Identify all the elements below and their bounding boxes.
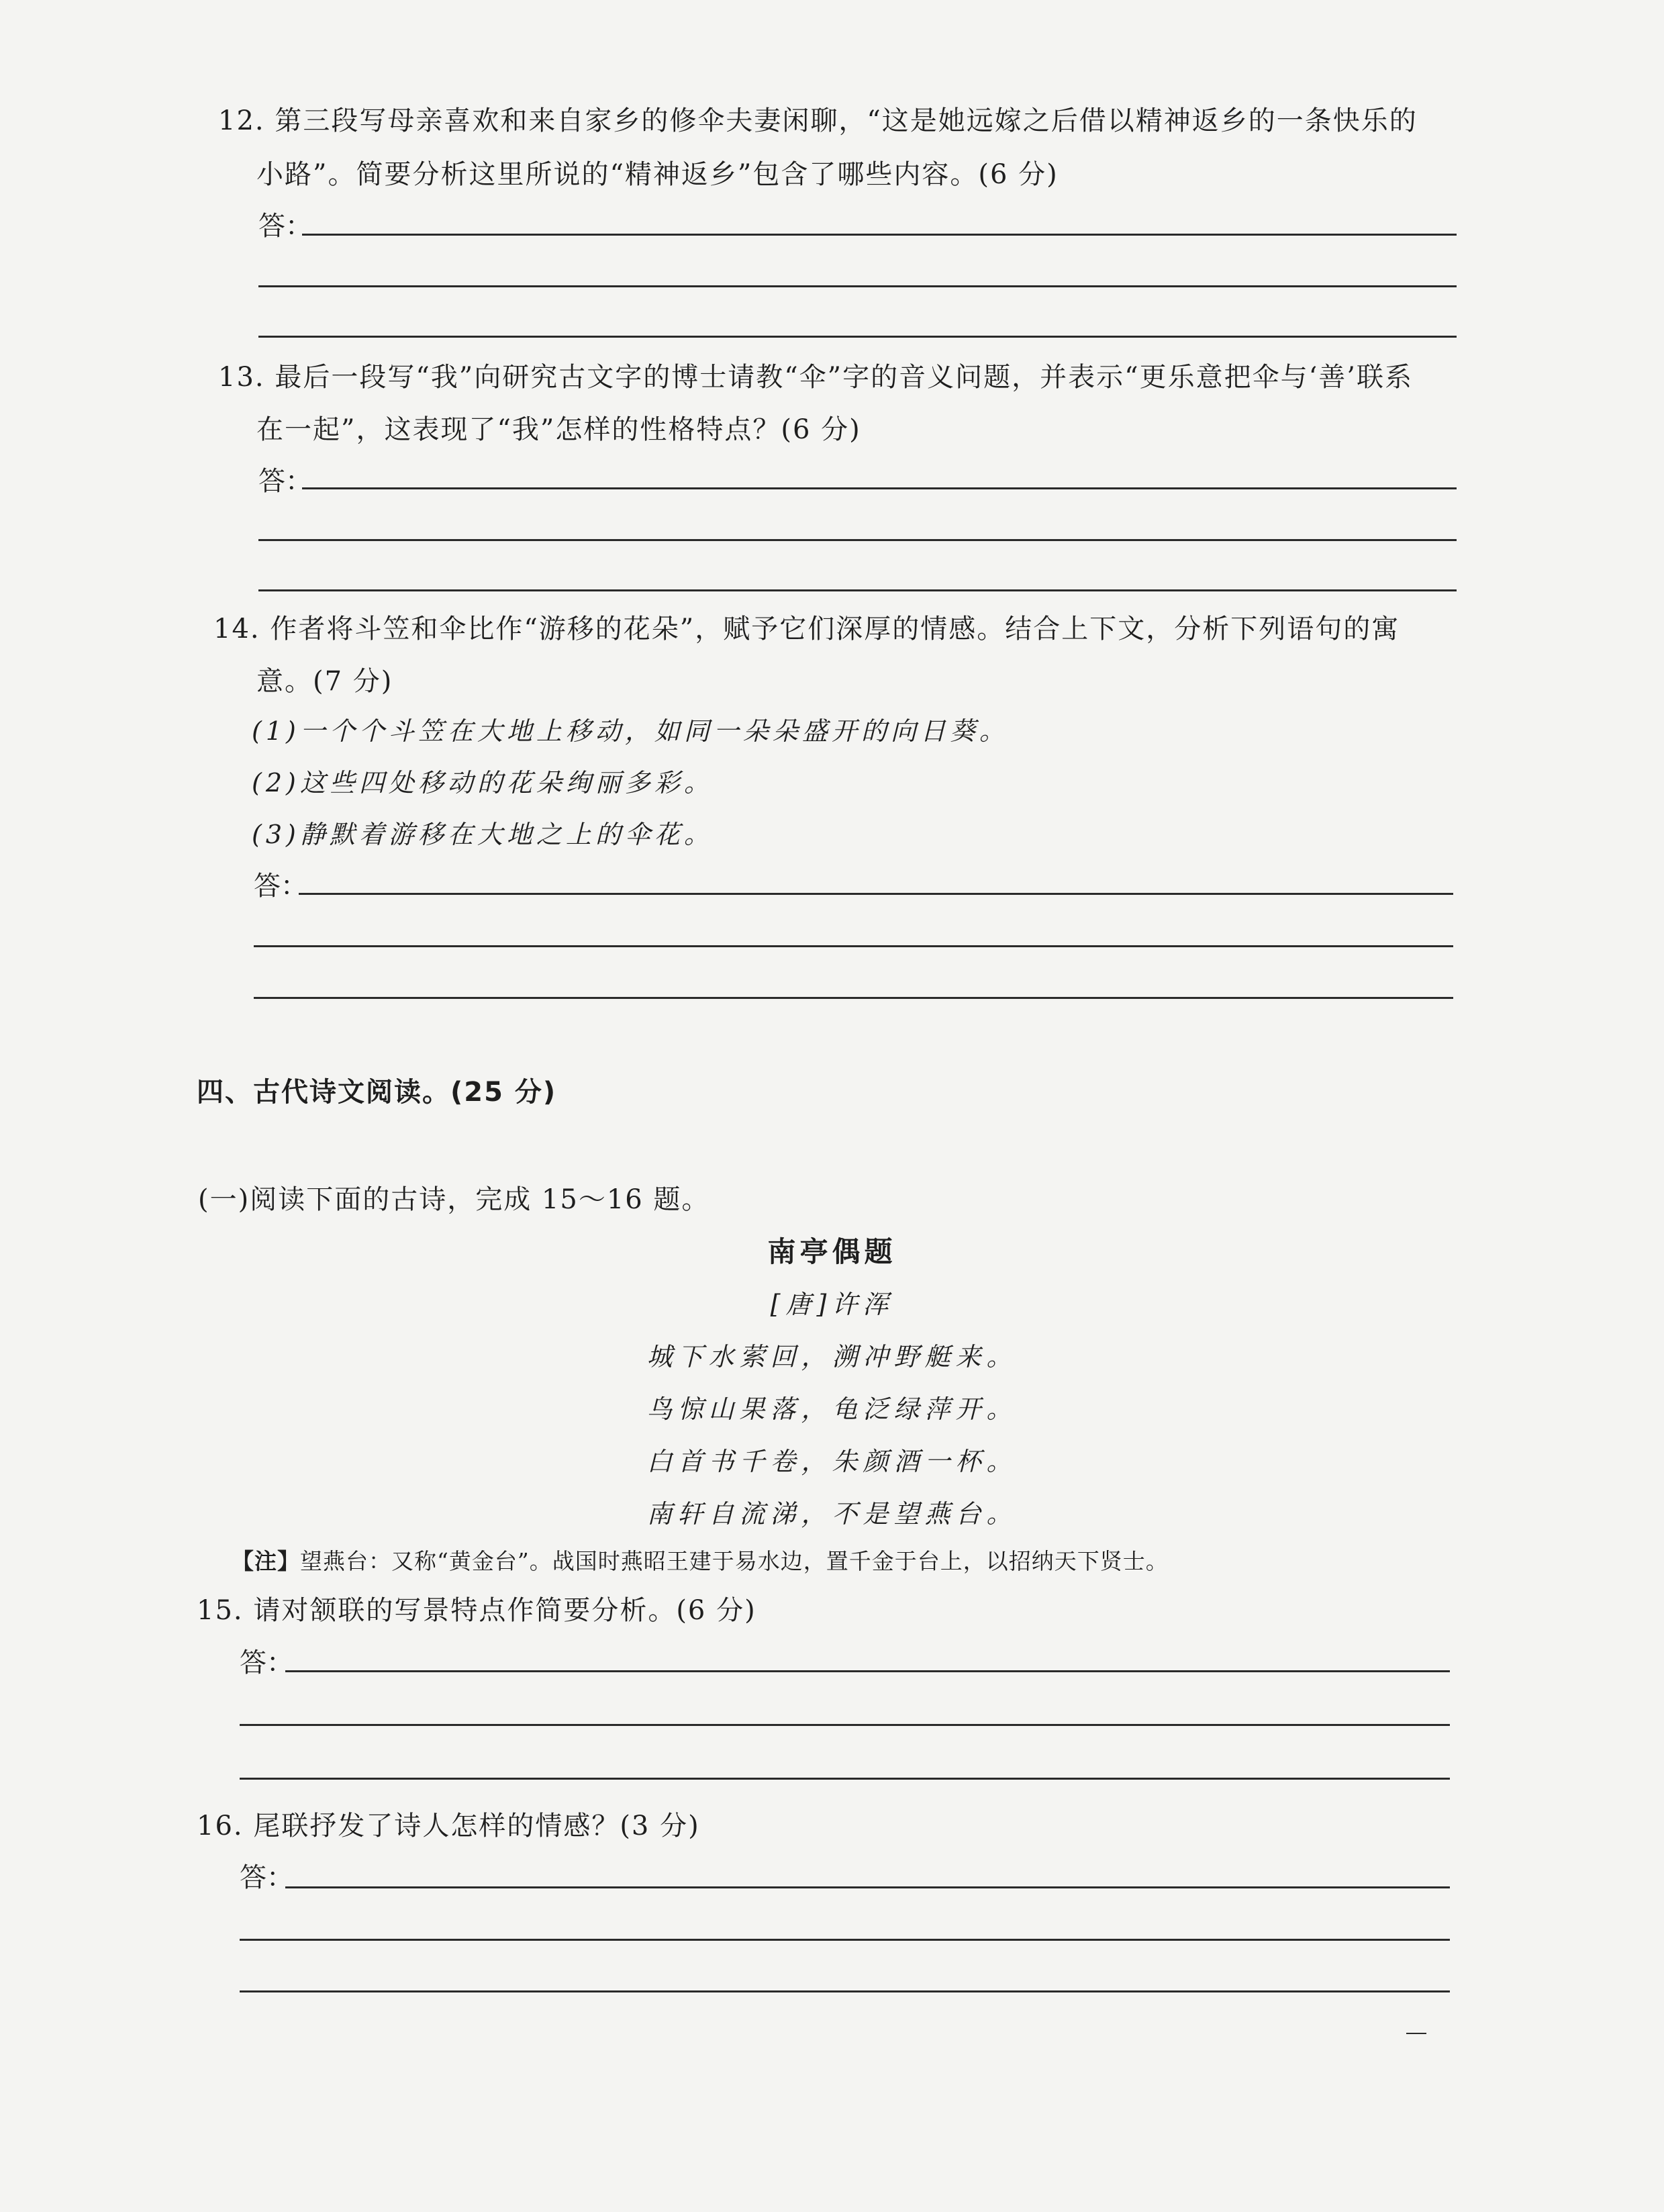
note-tag: 【注】 [232, 1548, 300, 1574]
poem-line-3: 白首书千卷，朱颜酒一杯。 [646, 1447, 1018, 1476]
q14-item-3: (3)静默着游移在大地之上的伞花。 [252, 820, 714, 849]
q12-answer-label: 答： [258, 211, 312, 242]
q14-answer-label: 答： [254, 871, 307, 902]
q12-answer-line-3[interactable] [258, 336, 1457, 338]
q15-answer-label: 答： [240, 1647, 293, 1678]
poem-line-2: 鸟惊山果落，龟泛绿萍开。 [646, 1394, 1018, 1424]
q13-answer-line-1[interactable] [302, 487, 1457, 489]
q13-stem-line2: 在一起”，这表现了“我”怎样的性格特点？(6 分) [256, 414, 861, 445]
q16-stem: 16. 尾联抒发了诗人怎样的情感？(3 分) [197, 1811, 700, 1841]
q14-item-2: (2)这些四处移动的花朵绚丽多彩。 [252, 768, 714, 798]
q13-answer-line-2[interactable] [258, 539, 1457, 541]
q14-item-1: (1)一个个斗笠在大地上移动，如同一朵朵盛开的向日葵。 [252, 716, 1009, 746]
poem-note [232, 1544, 1169, 1576]
q14-stem-line2: 意。(7 分) [256, 666, 393, 697]
q14-stem-line1: 14. 作者将斗笠和伞比作“游移的花朵”，赋予它们深厚的情感。结合上下文，分析下列语句的寓 [213, 614, 1400, 644]
q12-answer-line-1[interactable] [302, 234, 1457, 236]
q14-answer-line-1[interactable] [299, 893, 1453, 895]
q13-answer-line-3[interactable] [258, 589, 1457, 591]
q15-answer-line-2[interactable] [240, 1724, 1450, 1726]
q14-answer-line-2[interactable] [254, 945, 1453, 947]
stray-mark [1406, 2033, 1426, 2034]
q15-stem: 15. 请对颔联的写景特点作简要分析。(6 分) [197, 1595, 756, 1626]
q12-stem-line2: 小路”。简要分析这里所说的“精神返乡”包含了哪些内容。(6 分) [256, 159, 1059, 190]
poem-line-1: 城下水萦回，溯冲野艇来。 [646, 1342, 1018, 1372]
poem-author: [唐]许浑 [770, 1290, 894, 1319]
q12-answer-line-2[interactable] [258, 285, 1457, 287]
q16-answer-label: 答： [240, 1862, 293, 1893]
poem-title: 南亭偶题 [767, 1235, 897, 1268]
q15-answer-line-1[interactable] [285, 1670, 1450, 1672]
q12-stem-line1: 12. 第三段写母亲喜欢和来自家乡的修伞夫妻闲聊，“这是她远嫁之后借以精神返乡的一条快乐的 [218, 105, 1418, 136]
q15-answer-line-3[interactable] [240, 1778, 1450, 1780]
q16-answer-line-1[interactable] [285, 1886, 1450, 1888]
q16-answer-line-2[interactable] [240, 1939, 1450, 1941]
note-text: 望燕台：又称“黄金台”。战国时燕昭王建于易水边，置千金于台上，以招纳天下贤士。 [300, 1548, 1169, 1574]
q13-answer-label: 答： [258, 466, 312, 497]
q16-answer-line-3[interactable] [240, 1990, 1450, 1992]
poem-line-4: 南轩自流涕，不是望燕台。 [646, 1499, 1018, 1529]
part-1-intro: (一)阅读下面的古诗，完成 15～16 题。 [198, 1184, 710, 1215]
q13-stem-line1: 13. 最后一段写“我”向研究古文字的博士请教“伞”字的音义问题，并表示“更乐意把伞与‘善’联系 [218, 362, 1414, 393]
q14-answer-line-3[interactable] [254, 997, 1453, 999]
section-4-title: 四、古代诗文阅读。(25 分) [197, 1077, 557, 1108]
